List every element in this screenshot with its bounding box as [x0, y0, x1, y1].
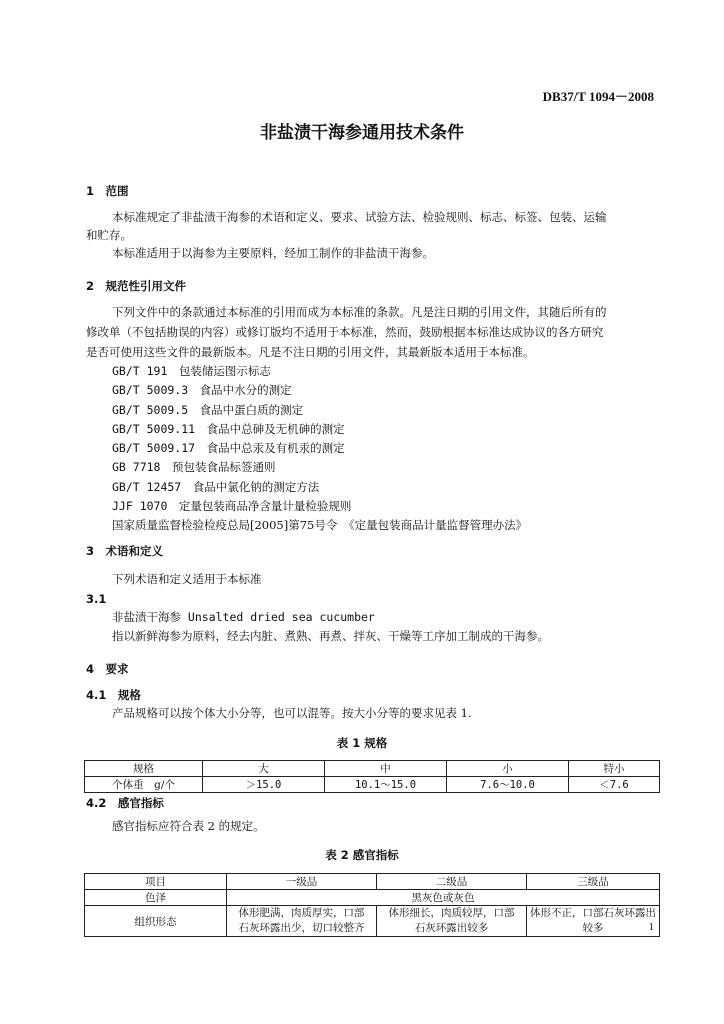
document-title: 非盐渍干海参通用技术条件 [260, 123, 464, 143]
cell-line: 体形不正，口部石灰环露出 [530, 907, 656, 919]
section-2-line3: 是否可使用这些文件的最新版本。凡是不注日期的引用文件，其最新版本适用于本标准。 [86, 345, 535, 359]
cell-line: 较多 [582, 922, 604, 934]
reference-item: GB/T 12457 食品中氯化钠的测定方法 [112, 479, 320, 494]
reference-item: 国家质量监督检验检疫总局[2005]第75号令 《定量包装商品计量监督管理办法》 [112, 518, 528, 533]
table-2-sensory [84, 873, 660, 937]
section-4-2-heading: 4.2 感官指标 [86, 796, 164, 810]
table-row [85, 906, 660, 937]
table-cell: 色泽 [85, 890, 227, 906]
section-4-1-text: 产品规格可以按个体大小分等，也可以混等。按大小分等的要求见表 1. [112, 706, 472, 720]
table-1-caption: 表 1 规格 [336, 736, 388, 750]
section-4-2-text: 感官指标应符合表 2 的规定。 [112, 819, 265, 833]
table-cell: 中 [325, 761, 447, 777]
reference-item: JJF 1070 定量包装商品净含量计量检验规则 [112, 499, 352, 514]
table-cell [377, 906, 527, 937]
reference-list [112, 362, 527, 536]
table-cell: 黑灰色或灰色 [227, 890, 660, 906]
reference-item: GB/T 5009.3 食品中水分的测定 [112, 383, 292, 398]
section-3-intro: 下列术语和定义适用于本标准 [112, 572, 262, 586]
reference-item: GB/T 5009.5 食品中蛋白质的测定 [112, 402, 304, 417]
term-3-1-definition: 指以新鲜海参为原料，经去内脏、煮熟、再煮、拌灰、干燥等工序加工制成的干海参。 [112, 629, 549, 643]
section-1-heading: 1 范围 [86, 184, 129, 198]
section-4-heading: 4 要求 [86, 662, 129, 676]
section-2-line2: 修改单（不包括勘误的内容）或修订版均不适用于本标准，然而，鼓励根据本标准达成协议的各方研究 [86, 325, 604, 339]
table-cell: 大 [203, 761, 325, 777]
cell-line: 体形肥满，肉质厚实，口部 [238, 907, 365, 919]
table-cell: 个体重 g/个 [85, 777, 203, 793]
section-1-body [86, 206, 666, 264]
reference-item: GB/T 5009.17 食品中总汞及有机汞的测定 [112, 441, 345, 456]
table-cell: 项目 [85, 874, 227, 890]
table-cell: 小 [447, 761, 569, 777]
section-1-p1-line2: 和贮存。 [86, 228, 132, 242]
table-cell: 一级品 [227, 874, 377, 890]
page-number: 1 [648, 921, 654, 933]
table-1-spec [84, 760, 660, 793]
table-2-caption: 表 2 感官指标 [325, 848, 399, 862]
table-row [85, 874, 660, 890]
cell-line: 石灰环露出少，切口较整齐 [238, 922, 365, 934]
term-3-1: 非盐渍干海参 Unsalted dried sea cucumber [112, 610, 375, 624]
table-cell [527, 906, 660, 937]
cell-line: 体形细长，肉质较厚，口部 [388, 907, 515, 919]
section-3-heading: 3 术语和定义 [86, 544, 164, 558]
clause-3-1-number: 3.1 [86, 592, 107, 606]
table-cell: 规格 [85, 761, 203, 777]
section-2-heading: 2 规范性引用文件 [86, 279, 187, 293]
table-cell: 三级品 [527, 874, 660, 890]
table-cell: ＞15.0 [203, 777, 325, 793]
section-2-line1: 下列文件中的条款通过本标准的引用而成为本标准的条款。凡是注日期的引用文件，其随后所有的 [112, 305, 607, 319]
table-cell: 二级品 [377, 874, 527, 890]
table-row [85, 890, 660, 906]
reference-item: GB/T 5009.11 食品中总砷及无机砷的测定 [112, 421, 345, 436]
section-4-1-heading: 4.1 规格 [86, 688, 141, 702]
table-cell: 7.6～10.0 [447, 777, 569, 793]
reference-item: GB 7718 预包装食品标签通则 [112, 460, 276, 475]
section-1-p2: 本标准适用于以海参为主要原料，经加工制作的非盐渍干海参。 [112, 246, 434, 260]
table-cell: 10.1～15.0 [325, 777, 447, 793]
table-cell: 特小 [569, 761, 660, 777]
reference-item: GB/T 191 包装储运图示标志 [112, 364, 271, 378]
section-2-body [86, 302, 666, 362]
section-1-p1-line1: 本标准规定了非盐渍干海参的术语和定义、要求、试验方法、检验规则、标志、标签、包装、运输 [112, 210, 607, 224]
table-cell: ＜7.6 [569, 777, 660, 793]
cell-line: 石灰环露出较多 [414, 922, 489, 934]
standard-number: DB37/T 1094－2008 [542, 89, 654, 104]
table-cell: 组织形态 [85, 906, 227, 937]
table-cell [227, 906, 377, 937]
table-row [85, 777, 660, 793]
table-row [85, 761, 660, 777]
